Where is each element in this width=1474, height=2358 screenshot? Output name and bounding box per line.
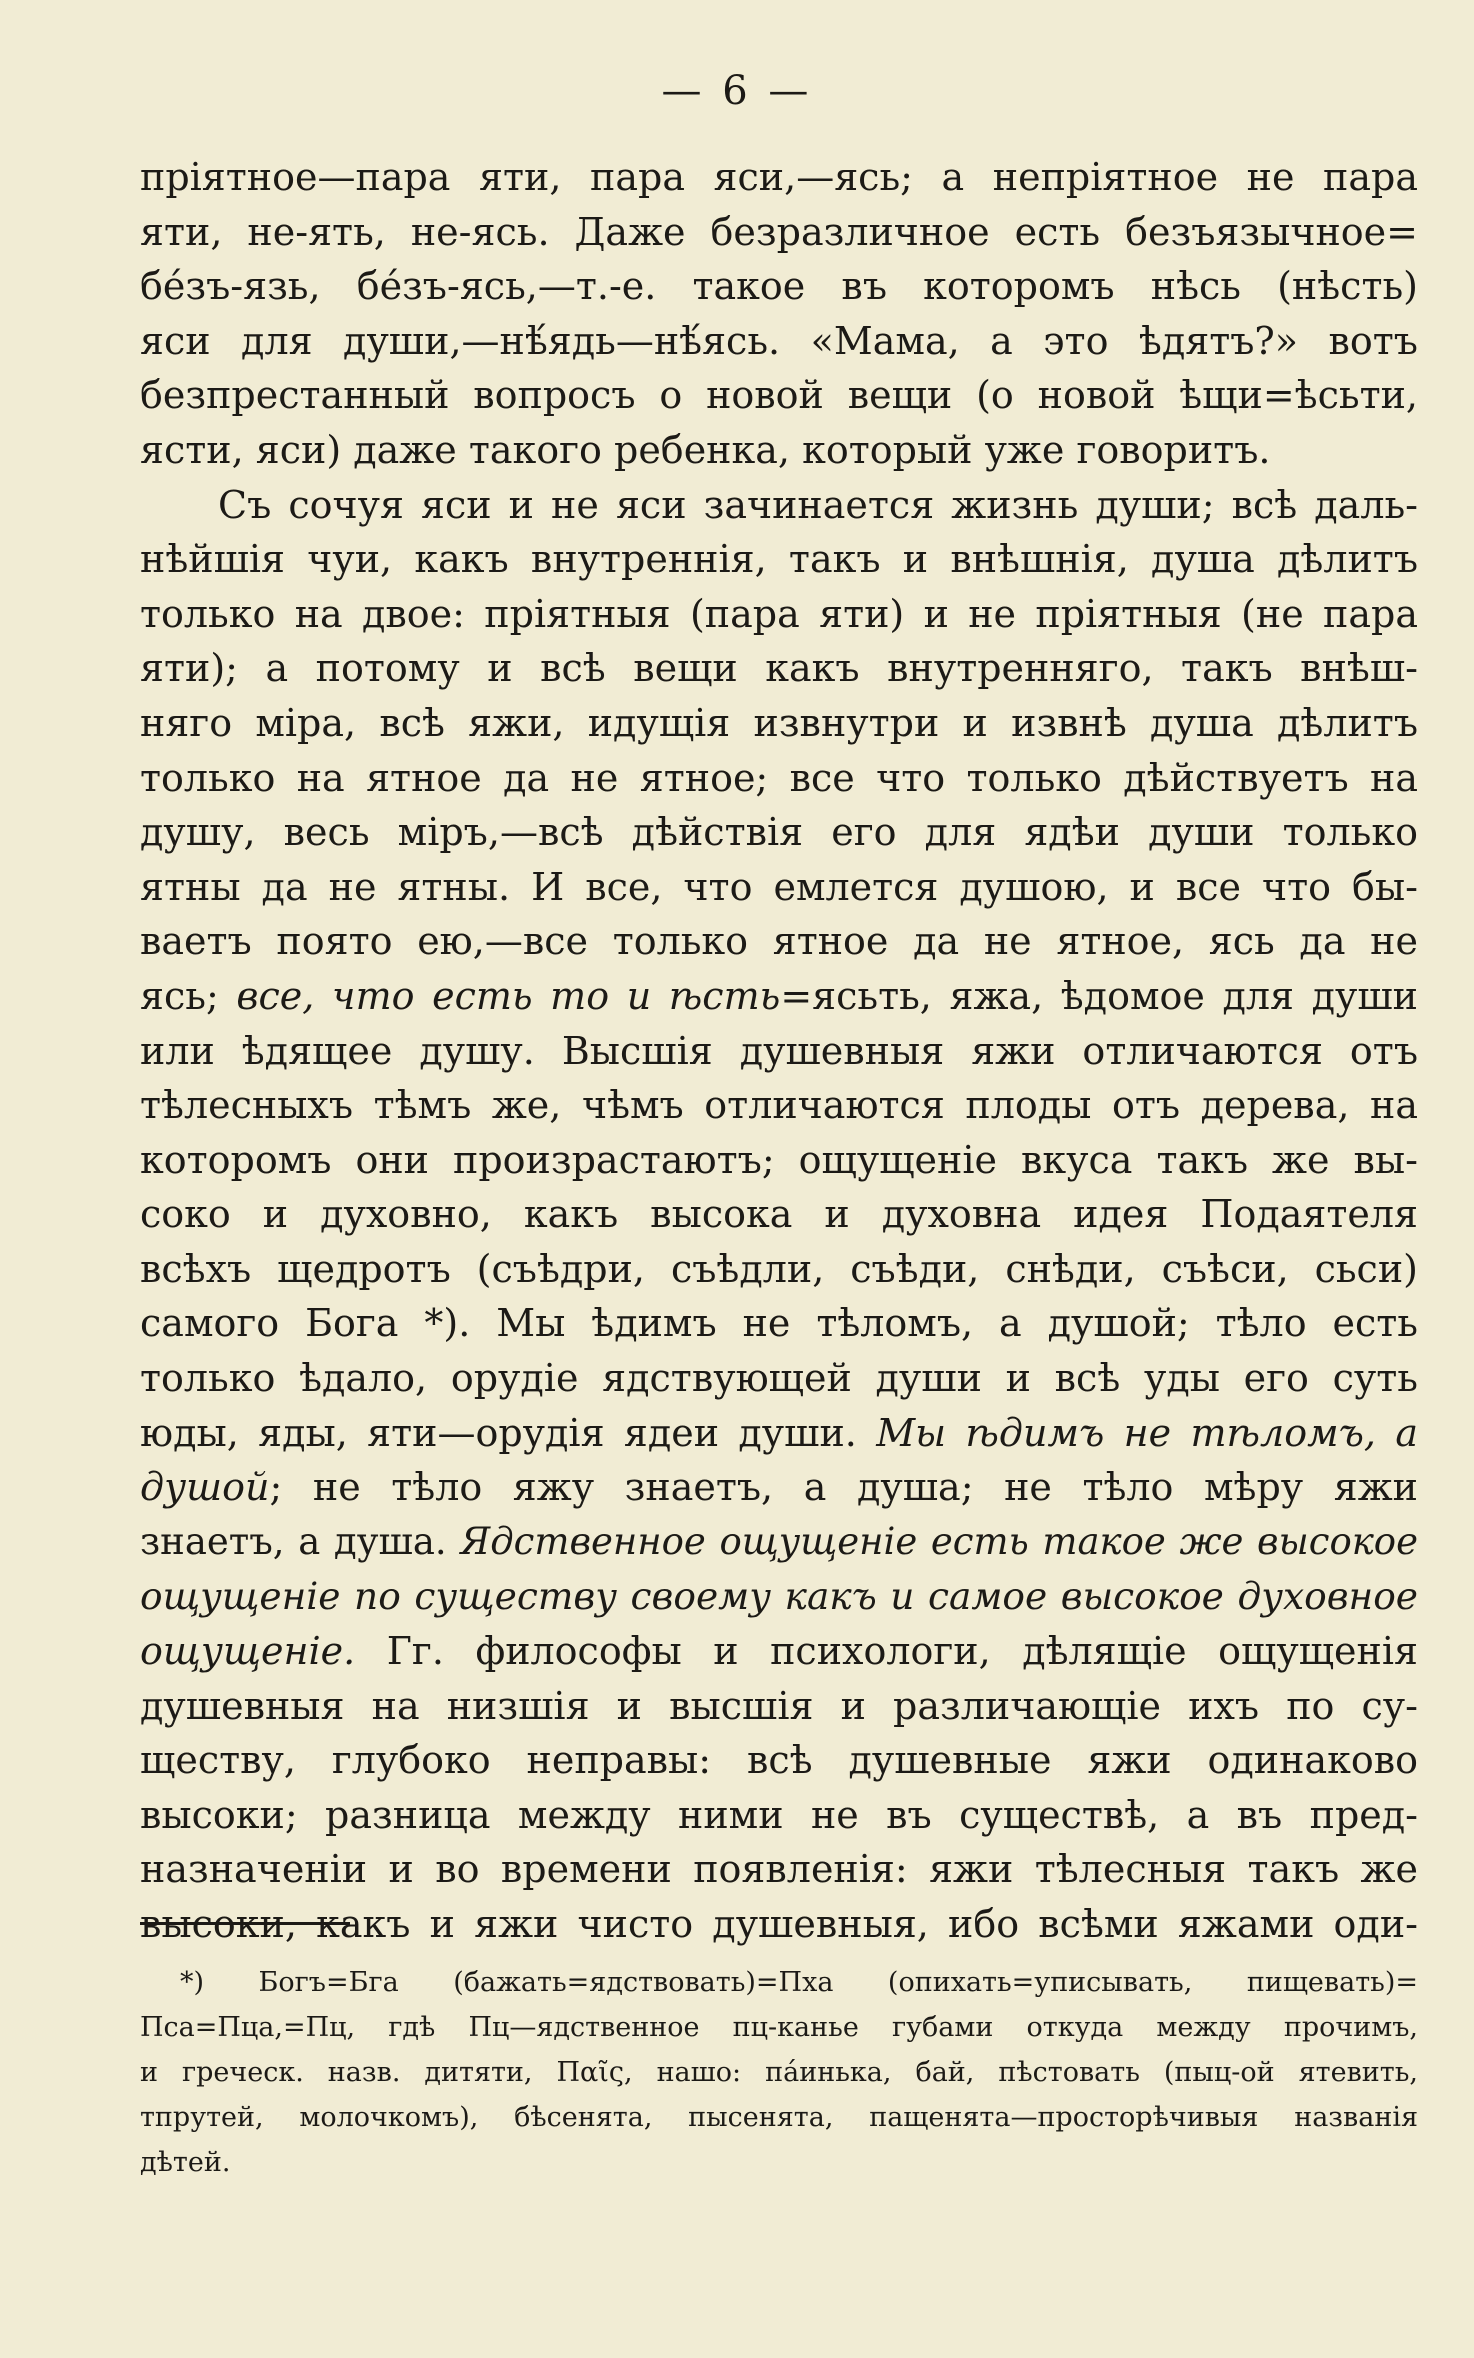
text-line: только ѣдало, орудіе ядствующей души и всѣ уды его суть <box>140 1356 1418 1401</box>
text-line: безпрестанный вопросъ о новой вещи (о новой ѣщи=ѣсьти, <box>140 373 1418 418</box>
italic-phrase: ощущеніе. <box>140 1629 356 1674</box>
text-line: Съ сочуя яси и не яси зачинается жизнь души; всѣ даль- <box>218 482 1418 527</box>
text-line: душу, весь міръ,—всѣ дѣйствія его для ядѣи души только <box>140 810 1418 855</box>
text-segment: ; не тѣло яжу знаетъ, а душа; не тѣло мѣру яжи <box>269 1465 1418 1510</box>
text-line: ятны да не ятны. И все, что емлется душою, и все что бы- <box>140 864 1418 909</box>
text-line: бе́зъ-язь, бе́зъ-ясь,—т.-е. такое въ которомъ нѣсь (нѣсть) <box>140 264 1418 309</box>
text-line <box>140 1569 1418 1624</box>
text-line <box>140 1515 1418 1570</box>
italic-phrase: Ядственное ощущеніе есть такое же высокое <box>460 1519 1418 1563</box>
text-line: нѣйшія чуи, какъ внутреннія, такъ и внѣшнія, душа дѣлитъ <box>140 537 1418 582</box>
text-line <box>140 1406 1418 1461</box>
italic-phrase: Мы ѣдимъ не тѣломъ, а <box>876 1410 1418 1455</box>
footnote <box>140 1960 1418 2185</box>
text-line: высоки; разница между ними не въ существѣ, а въ пред- <box>140 1792 1418 1837</box>
text-line: только на двое: пріятныя (пара яти) и не пріятныя (не пара <box>140 591 1418 636</box>
text-line <box>140 1624 1418 1679</box>
footnote-line: *) Богъ=Бга (бажать=ядствовать)=Пха (опихать=уписывать, пищевать)= <box>180 1967 1418 1998</box>
italic-phrase: все, что есть то и ѣсть <box>236 973 781 1018</box>
text-line: назначеніи и во времени появленія: яжи тѣлесныя такъ же <box>140 1847 1418 1892</box>
text-line: ществу, глубоко неправы: всѣ душевные яжи одинаково <box>140 1738 1418 1783</box>
text-line: только на ятное да не ятное; все что только дѣйствуетъ на <box>140 755 1418 800</box>
text-line: пріятное—пара яти, пара яси,—ясь; а непріятное не пара <box>140 155 1418 199</box>
italic-phrase: душой <box>140 1465 270 1510</box>
footnote-line: и греческ. назв. дитяти, Παῖς, нашо: па́инька, бай, пѣстовать (пыц-ой ятевить, <box>140 2057 1418 2088</box>
text-line: яти); а потому и всѣ вещи какъ внутренняго, такъ внѣш- <box>140 646 1418 691</box>
footnote-divider <box>140 1922 350 1925</box>
text-line: душевныя на низшія и высшія и различающіе ихъ по су- <box>140 1683 1418 1728</box>
page-number: — 6 — <box>661 68 813 114</box>
text-line: соко и духовно, какъ высока и духовна идея Подаятеля <box>140 1192 1418 1237</box>
text-line: самого Бога *). Мы ѣдимъ не тѣломъ, а душой; тѣло есть <box>140 1301 1418 1346</box>
text-line: яти, не-ять, не-ясь. Даже безразличное есть безъязычное= <box>140 209 1418 254</box>
footnote-line: дѣтей. <box>140 2147 231 2178</box>
text-line: яси для души,—нѣ́ядь—нѣ́ясь. «Мама, а это ѣдятъ?» вотъ <box>140 318 1418 363</box>
text-line: всѣхъ щедротъ (съѣдри, съѣдли, съѣди, снѣди, съѣси, сьси) <box>140 1246 1418 1291</box>
text-segment: знаетъ, а душа. <box>140 1519 461 1563</box>
footnote-line: тпрутей, молочкомъ), бѣсенята, пысенята, пащенята—просторѣчивыя названія <box>140 2102 1418 2133</box>
text-line: ваетъ поято ею,—все только ятное да не ятное, ясь да не <box>140 919 1418 964</box>
text-segment: ясь; <box>140 973 237 1018</box>
italic-phrase: ощущеніе по существу своему какъ и самое высокое духовное <box>140 1574 1418 1619</box>
text-line: которомъ они произрастаютъ; ощущеніе вкуса такъ же вы- <box>140 1137 1418 1182</box>
text-line <box>140 969 1418 1024</box>
text-line: или ѣдящее душу. Высшія душевныя яжи отличаются отъ <box>140 1028 1418 1073</box>
main-text <box>140 150 1418 1952</box>
text-line <box>140 1460 1418 1515</box>
text-segment: =ясьть, яжа, ѣдомое для души <box>780 973 1418 1018</box>
text-line: тѣлесныхъ тѣмъ же, чѣмъ отличаются плоды отъ дерева, на <box>140 1083 1418 1128</box>
footnote-line: Пса=Пца,=Пц, гдѣ Пц—ядственное пц-канье губами откуда между прочимъ, <box>140 2012 1418 2043</box>
text-line: няго міра, всѣ яжи, идущія извнутри и извнѣ душа дѣлитъ <box>140 700 1418 745</box>
text-line: ясти, яси) даже такого ребенка, который уже говоритъ. <box>140 427 1271 472</box>
text-segment: юды, яды, яти—орудія ядеи души. <box>140 1410 877 1455</box>
text-segment: Гг. философы и психологи, дѣлящіе ощущенія <box>355 1629 1418 1674</box>
text-line: высоки, какъ и яжи чисто душевныя, ибо всѣми яжами оди- <box>140 1902 1418 1946</box>
